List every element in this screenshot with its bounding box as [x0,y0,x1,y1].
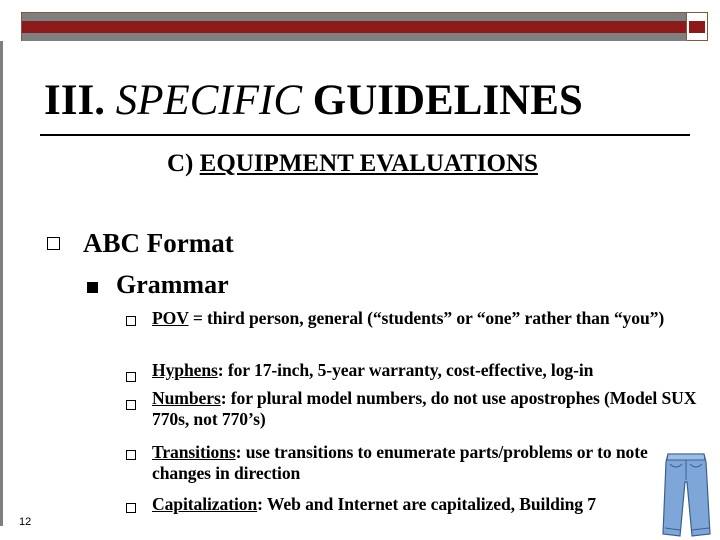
subtitle-underlined: EQUIPMENT EVALUATIONS [199,150,538,177]
hollow-square-icon [126,400,136,410]
item-term: Capitalization [152,494,258,514]
top-decorative-strip [21,12,708,41]
list-item [152,308,697,329]
hollow-square-icon [126,316,136,326]
slide-title [44,76,583,125]
item-body: : Web and Internet are capitalized, Building 7 [257,494,596,514]
title-italic: SPECIFIC [115,77,303,124]
item-term: Hyphens [152,360,218,380]
bullet-level1: ABC Format [83,228,234,258]
strip-red-band [22,21,707,33]
list-item [152,388,697,430]
list-item [152,360,697,381]
list-item [152,442,697,484]
subtitle-prefix: C) [167,150,194,177]
hollow-square-icon [47,237,60,250]
filled-square-icon [87,282,98,293]
item-term: Transitions [152,442,236,462]
hollow-square-icon [126,372,136,382]
strip-endcap [686,13,707,40]
page-number: 12 [19,516,32,528]
title-underline-rule [40,134,690,136]
item-body: : use transitions to enumerate parts/problems or to note changes in direction [152,442,648,483]
hollow-square-icon [126,503,136,513]
title-rest: GUIDELINES [312,77,583,124]
bullet-level2: Grammar [116,270,229,299]
list-item [152,494,697,515]
item-term: POV [152,308,189,328]
strip-grey-bottom [22,33,687,41]
section-subtitle [167,150,538,178]
item-body: = third person, general (“students” or “one” rather than “you”) [188,308,665,328]
item-body: : for 17-inch, 5-year warranty, cost-effective, log-in [217,360,594,380]
left-vertical-rule [0,41,3,526]
jeans-icon [660,452,712,538]
title-roman: III. [44,77,105,124]
item-body: : for plural model numbers, do not use apostrophes (Model SUX 770s, not 770’s) [152,388,697,429]
item-term: Numbers [152,388,221,408]
hollow-square-icon [126,450,136,460]
